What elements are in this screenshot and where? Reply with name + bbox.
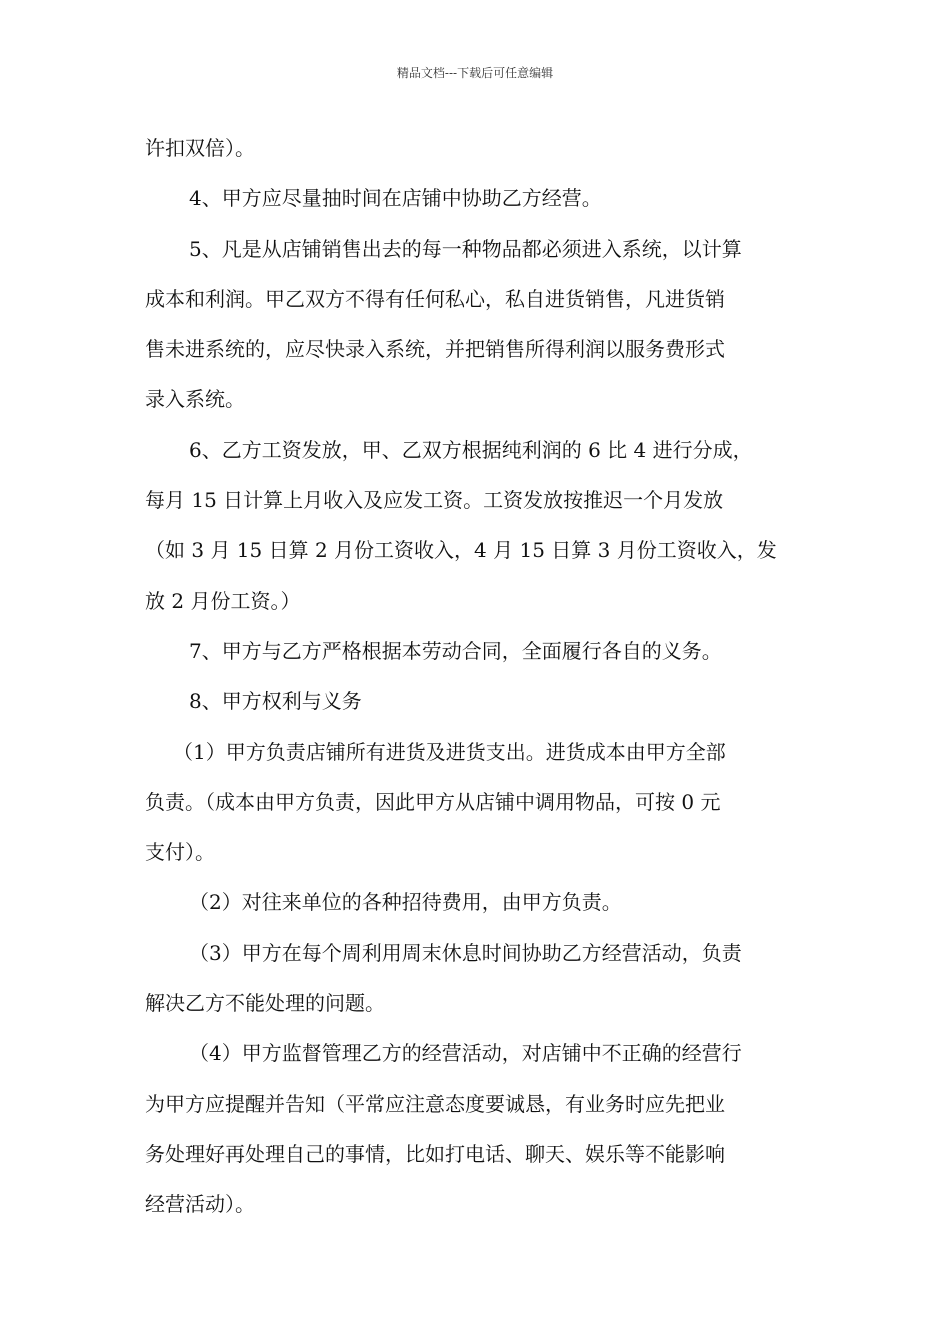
- text-line: 售未进系统的，应尽快录入系统，并把销售所得利润以服务费形式: [145, 337, 725, 362]
- text-line: 成本和利润。甲乙双方不得有任何私心，私自进货销售，凡进货销: [145, 286, 725, 311]
- text-line: 4、甲方应尽量抽时间在店铺中协助乙方经营。: [189, 186, 602, 211]
- text-line: 5、凡是从店铺销售出去的每一种物品都必须进入系统，以计算: [189, 236, 742, 261]
- text-line: 放 2 月份工资。）: [145, 588, 301, 613]
- document-body: [145, 123, 807, 1230]
- text-line: （4）甲方监督管理乙方的经营活动，对店铺中不正确的经营行: [189, 1041, 742, 1066]
- text-line: 许扣双倍）。: [145, 136, 255, 160]
- text-line: 负责。（成本由甲方负责，因此甲方从店铺中调用物品，可按 0 元: [145, 789, 721, 814]
- text-line: 为甲方应提醒并告知（平常应注意态度要诚恳，有业务时应先把业: [145, 1091, 725, 1116]
- text-line: 8、甲方权利与义务: [189, 689, 362, 714]
- text-line: 务处理好再处理自己的事情，比如打电话、聊天、娱乐等不能影响: [145, 1141, 725, 1166]
- text-line: （如 3 月 15 日算 2 月份工资收入，4 月 15 日算 3 月份工资收入，发: [145, 538, 777, 563]
- text-line: （1）甲方负责店铺所有进货及进货支出。进货成本由甲方全部: [173, 739, 726, 764]
- text-line: 支付）。: [145, 840, 215, 865]
- text-line: 解决乙方不能处理的问题。: [145, 991, 385, 1016]
- text-line: 6、乙方工资发放，甲、乙双方根据纯利润的 6 比 4 进行分成，: [189, 437, 753, 462]
- text-line: （3）甲方在每个周利用周末休息时间协助乙方经营活动，负责: [189, 940, 742, 965]
- page-header: 精品文档---下载后可任意编辑: [396, 66, 554, 80]
- text-line: 经营活动）。: [145, 1192, 255, 1217]
- text-line: 录入系统。: [145, 387, 245, 412]
- text-line: （2）对往来单位的各种招待费用，由甲方负责。: [189, 890, 622, 915]
- text-line: 7、甲方与乙方严格根据本劳动合同，全面履行各自的义务。: [189, 638, 722, 663]
- text-line: 每月 15 日计算上月收入及应发工资。工资发放按推迟一个月发放: [145, 488, 724, 513]
